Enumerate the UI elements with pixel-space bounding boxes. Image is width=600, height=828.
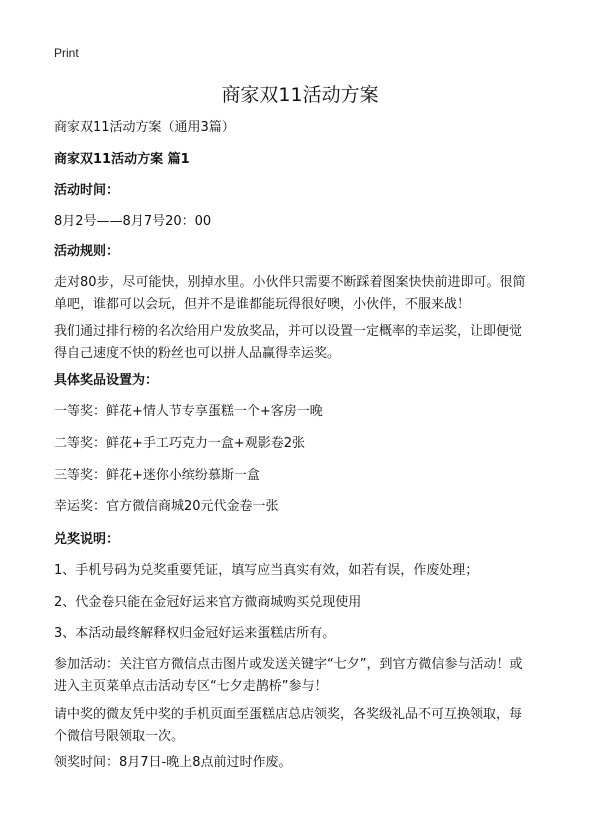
document-subtitle: 商家双11活动方案（通用3篇） xyxy=(54,120,235,135)
paragraph-line: 单吧，谁都可以会玩，但并不是谁都能玩得很好噢，小伙伴，不服来战！ xyxy=(54,297,471,312)
paragraph-line: 个微信号限领取一次。 xyxy=(54,729,185,744)
print-label[interactable]: Print xyxy=(54,46,79,60)
document-title: 商家双11活动方案 xyxy=(221,84,379,106)
rules-paragraph-2 xyxy=(54,321,550,365)
redeem-item-3: 3、本活动最终解释权归金冠好运来蛋糕店所有。 xyxy=(54,626,336,641)
paragraph-line: 我们通过排行榜的名次给用户发放奖品，并可以设置一定概率的幸运奖，让即便觉 xyxy=(54,324,523,339)
prize-second: 二等奖：鲜花+手工巧克力一盒+观影卷2张 xyxy=(54,436,306,451)
paragraph-line: 得自己速度不快的粉丝也可以拼人品赢得幸运奖。 xyxy=(54,346,341,361)
prize-first: 一等奖：鲜花+情人节专享蛋糕一个+客房一晚 xyxy=(54,404,323,419)
part-heading: 商家双11活动方案 篇1 xyxy=(54,152,190,167)
prize-lucky: 幸运奖：官方微信商城20元代金卷一张 xyxy=(54,499,279,514)
redeem-heading: 兑奖说明： xyxy=(54,532,120,547)
paragraph-line: 参加活动：关注官方微信点击图片或发送关键字“七夕”，到官方微信参与活动！或 xyxy=(54,657,523,672)
time-value: 8月2号——8月7号20：00 xyxy=(54,214,212,229)
redeem-item-1: 1、手机号码为兑奖重要凭证，填写应当真实有效，如若有误，作废处理； xyxy=(54,563,479,578)
prizes-heading: 具体奖品设置为： xyxy=(54,373,159,388)
claim-paragraph xyxy=(54,704,550,748)
paragraph-line: 进入主页菜单点击活动专区“七夕走鹊桥”参与！ xyxy=(54,679,328,694)
rules-heading: 活动规则： xyxy=(54,244,120,259)
join-paragraph xyxy=(54,654,550,698)
claim-time: 领奖时间：8月7日-晚上8点前过时作废。 xyxy=(54,755,292,770)
rules-paragraph-1 xyxy=(54,272,550,316)
redeem-item-2: 2、代金卷只能在金冠好运来官方微商城购买兑现使用 xyxy=(54,595,362,610)
prize-third: 三等奖：鲜花+迷你小缤纷慕斯一盒 xyxy=(54,468,260,483)
paragraph-line: 走对80步，尽可能快，别掉水里。小伙伴只需要不断踩着图案快快前进即可。很简 xyxy=(54,275,526,290)
paragraph-line: 请中奖的微友凭中奖的手机页面至蛋糕店总店领奖，各奖级礼品不可互换领取，每 xyxy=(54,707,523,722)
time-heading: 活动时间： xyxy=(54,183,120,198)
